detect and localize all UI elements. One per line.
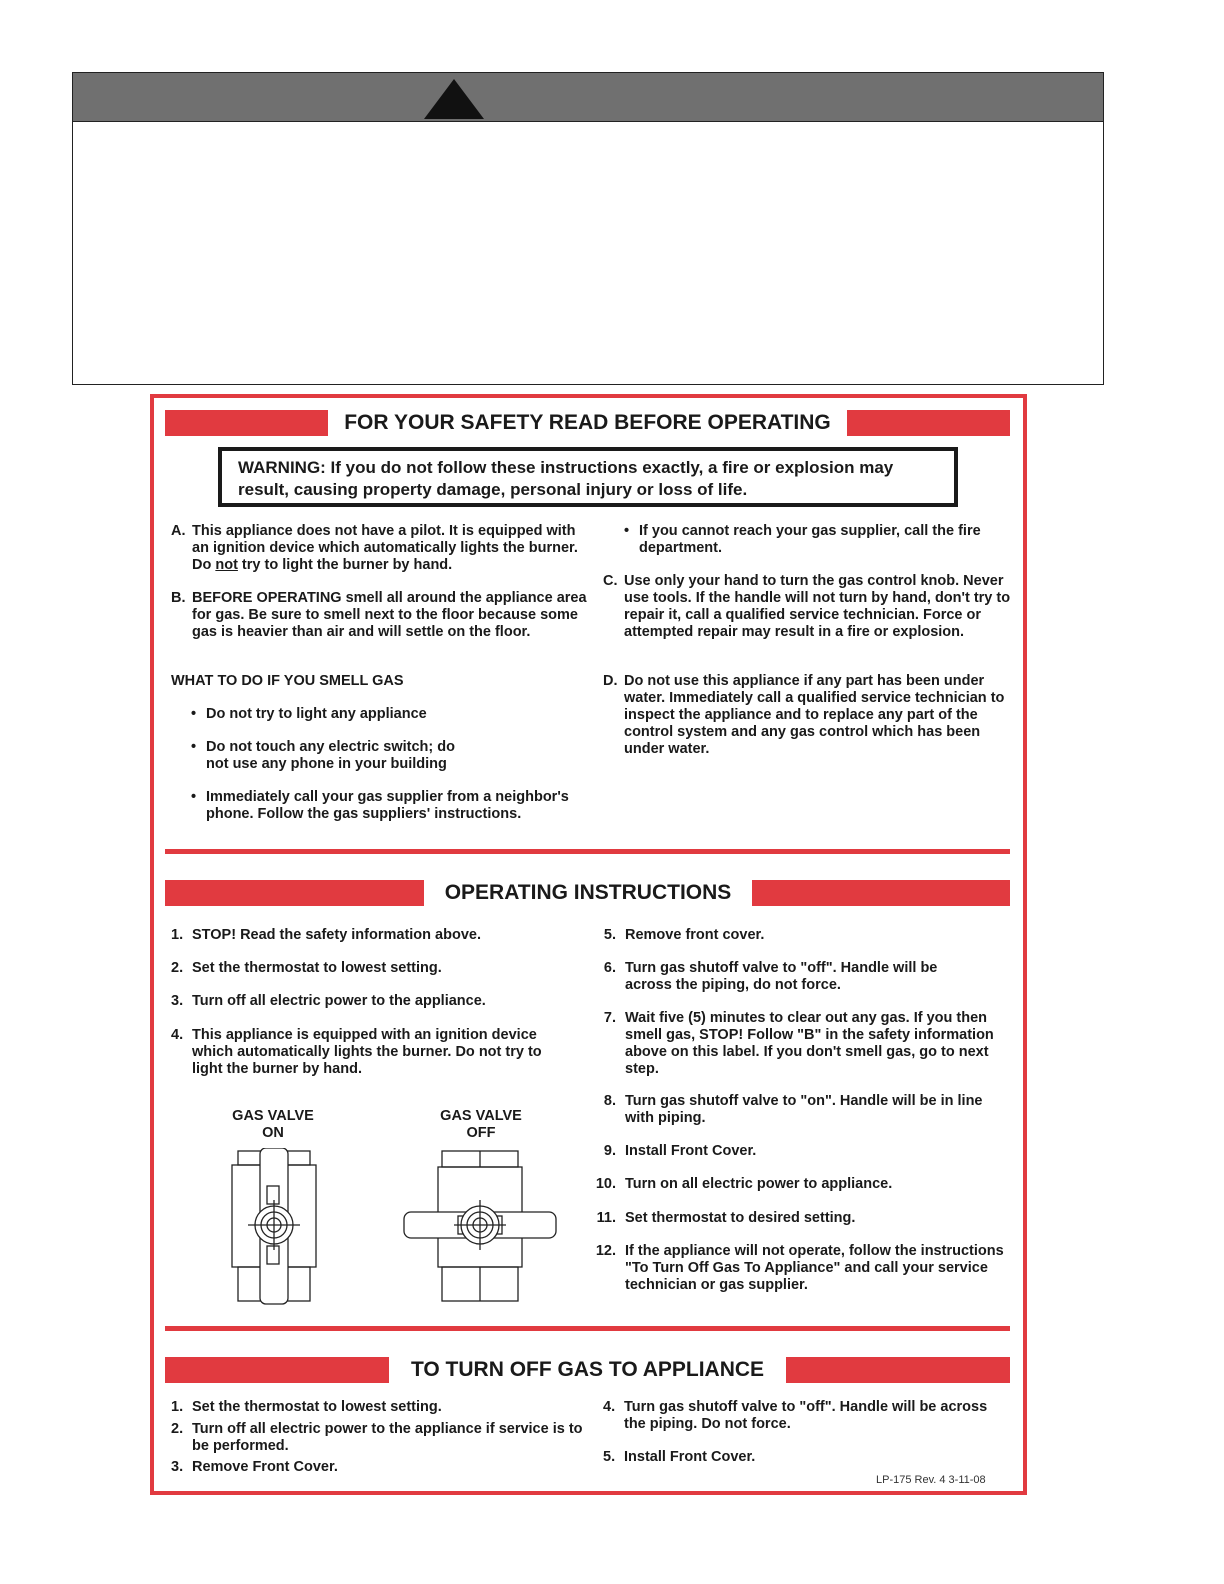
step-number: 10. xyxy=(595,1176,616,1192)
operating-step xyxy=(171,1027,566,1078)
valve-label-line: GAS VALVE xyxy=(232,1108,314,1124)
label-code: LP-175 Rev. 4 3-11-08 xyxy=(876,1474,986,1486)
operating-step xyxy=(171,993,571,1010)
step-text: Set thermostat to desired setting. xyxy=(625,1210,856,1226)
step-text: Wait five (5) minutes to clear out any gas. If you then smell gas, STOP! Follow "B" in the safety information above on this label. If you don't smell gas, go to next step. xyxy=(625,1010,994,1077)
warning-line2: result, causing property damage, personal injury or loss of life. xyxy=(238,480,748,499)
turnoff-step xyxy=(171,1421,591,1455)
item-label: D. xyxy=(603,673,618,689)
step-text: Set the thermostat to lowest setting. xyxy=(192,960,442,976)
section-bar-right xyxy=(752,880,1010,906)
warning-banner xyxy=(218,447,958,507)
section-divider xyxy=(165,1326,1010,1331)
section-bar-right xyxy=(847,410,1010,436)
warning-box xyxy=(72,72,1104,385)
safety-item-d xyxy=(603,673,1021,758)
step-number: 4. xyxy=(171,1027,184,1043)
step-text: Turn gas shutoff valve to "off". Handle will be across the piping, do not force. xyxy=(625,960,938,993)
step-text: STOP! Read the safety information above. xyxy=(192,927,481,943)
step-text: Remove front cover. xyxy=(625,927,765,943)
turnoff-step xyxy=(171,1459,591,1476)
section-bar-right xyxy=(786,1357,1010,1383)
step-text: Turn gas shutoff valve to "on". Handle will be in line with piping. xyxy=(625,1093,983,1126)
bullet-item: • Do not touch any electric switch; do not use any phone in your building xyxy=(191,739,481,773)
warning-triangle-icon xyxy=(422,77,486,119)
step-number: 9. xyxy=(603,1143,616,1159)
valve-label-line: ON xyxy=(262,1125,284,1141)
bullet-item: • Do not try to light any appliance xyxy=(191,706,591,723)
step-text: This appliance is equipped with an ignition device which automatically lights the burner. Do not try to light the burner by hand. xyxy=(192,1027,542,1077)
section-bar-left xyxy=(165,880,424,906)
operating-step xyxy=(171,927,571,944)
step-number: 5. xyxy=(603,1449,616,1465)
turnoff-step xyxy=(171,1399,591,1416)
item-text-underlined: not xyxy=(215,557,238,573)
safety-item-a xyxy=(171,523,591,574)
operating-step xyxy=(594,1210,1014,1227)
bullet-text: Do not try to light any appliance xyxy=(206,706,427,722)
section-bar-left xyxy=(165,410,328,436)
valve-on-label xyxy=(213,1108,333,1142)
step-number: 3. xyxy=(171,993,184,1009)
bullet-item: • Immediately call your gas supplier from a neighbor's phone. Follow the gas suppliers' instructions. xyxy=(191,789,596,823)
section-bar-left xyxy=(165,1357,389,1383)
safety-item-c xyxy=(603,573,1021,641)
operating-step xyxy=(171,960,571,977)
item-label: B. xyxy=(171,590,186,606)
step-number: 12. xyxy=(595,1243,616,1259)
step-text: Install Front Cover. xyxy=(624,1449,756,1465)
step-number: 2. xyxy=(171,1421,184,1437)
step-text: Turn gas shutoff valve to "off". Handle will be across the piping. Do not force. xyxy=(624,1399,988,1432)
item-label: A. xyxy=(171,523,186,539)
item-text: Do not use this appliance if any part has been under water. Immediately call a qualified service technician to inspect the appliance and to replace any part of the control system and any gas control which has been under water. xyxy=(624,673,1005,757)
step-text: Turn off all electric power to the appliance. xyxy=(192,993,486,1009)
step-number: 1. xyxy=(171,927,184,943)
step-number: 7. xyxy=(603,1010,616,1026)
item-label: C. xyxy=(603,573,618,589)
bullet-text: If you cannot reach your gas supplier, call the fire department. xyxy=(639,523,981,556)
operating-step xyxy=(594,960,984,994)
step-number: 5. xyxy=(603,927,616,943)
gas-valve-off-icon xyxy=(402,1148,558,1306)
bullet-text: Immediately call your gas supplier from a neighbor's phone. Follow the gas suppliers' instructions. xyxy=(206,789,569,822)
item-text: try to light the burner by hand. xyxy=(237,557,453,573)
step-number: 8. xyxy=(603,1093,616,1109)
step-number: 11. xyxy=(596,1210,616,1226)
bullet-item: • If you cannot reach your gas supplier, call the fire department. xyxy=(624,523,1004,557)
step-text: Install Front Cover. xyxy=(625,1143,757,1159)
step-text: If the appliance will not operate, follow the instructions "To Turn Off Gas To Appliance" and call your service technician or gas supplier. xyxy=(625,1243,1004,1293)
operating-step xyxy=(594,927,1014,944)
operating-step xyxy=(594,1176,1014,1193)
valve-label-line: GAS VALVE xyxy=(440,1108,522,1124)
item-text: Use only your hand to turn the gas control knob. Never use tools. If the handle will not turn by hand, don't try to repair it, call a qualified service technician. Force or attempted repair may result in a fire or explosion. xyxy=(624,573,1011,640)
warning-line1: If you do not follow these instructions exactly, a fire or explosion may xyxy=(325,458,894,477)
step-number: 3. xyxy=(171,1459,184,1475)
operating-step xyxy=(594,1093,984,1127)
turnoff-step xyxy=(603,1449,993,1466)
operating-step xyxy=(594,1143,1014,1160)
safety-title: FOR YOUR SAFETY READ BEFORE OPERATING xyxy=(344,411,831,434)
operating-step xyxy=(594,1010,1014,1078)
turnoff-step xyxy=(603,1399,993,1433)
step-text: Remove Front Cover. xyxy=(192,1459,338,1475)
item-text: This appliance does not have a pilot. It is equipped with an ignition device which automatically lights the burner. Do xyxy=(192,523,578,573)
turnoff-title: TO TURN OFF GAS TO APPLIANCE xyxy=(410,1358,765,1381)
valve-off-label xyxy=(421,1108,541,1142)
step-text: Turn on all electric power to appliance. xyxy=(625,1176,893,1192)
bullet-text: Do not touch any electric switch; do not use any phone in your building xyxy=(206,739,455,772)
step-number: 6. xyxy=(603,960,616,976)
step-text: Turn off all electric power to the appliance if service is to be performed. xyxy=(192,1421,583,1454)
warning-header xyxy=(73,73,1103,122)
step-number: 2. xyxy=(171,960,184,976)
step-number: 4. xyxy=(603,1399,616,1415)
safety-item-b xyxy=(171,590,591,641)
step-text: Set the thermostat to lowest setting. xyxy=(192,1399,442,1415)
warning-label: WARNING: xyxy=(238,458,326,477)
section-divider xyxy=(165,849,1010,854)
gas-valve-on-icon xyxy=(228,1148,320,1306)
valve-label-line: OFF xyxy=(466,1125,496,1141)
step-number: 1. xyxy=(171,1399,184,1415)
smell-gas-heading: WHAT TO DO IF YOU SMELL GAS xyxy=(171,673,404,689)
operating-step xyxy=(594,1243,1014,1294)
item-text: BEFORE OPERATING smell all around the appliance area for gas. Be sure to smell next to the floor because some gas is heavier than air and will settle on the floor. xyxy=(192,590,587,640)
operating-title: OPERATING INSTRUCTIONS xyxy=(444,881,732,904)
